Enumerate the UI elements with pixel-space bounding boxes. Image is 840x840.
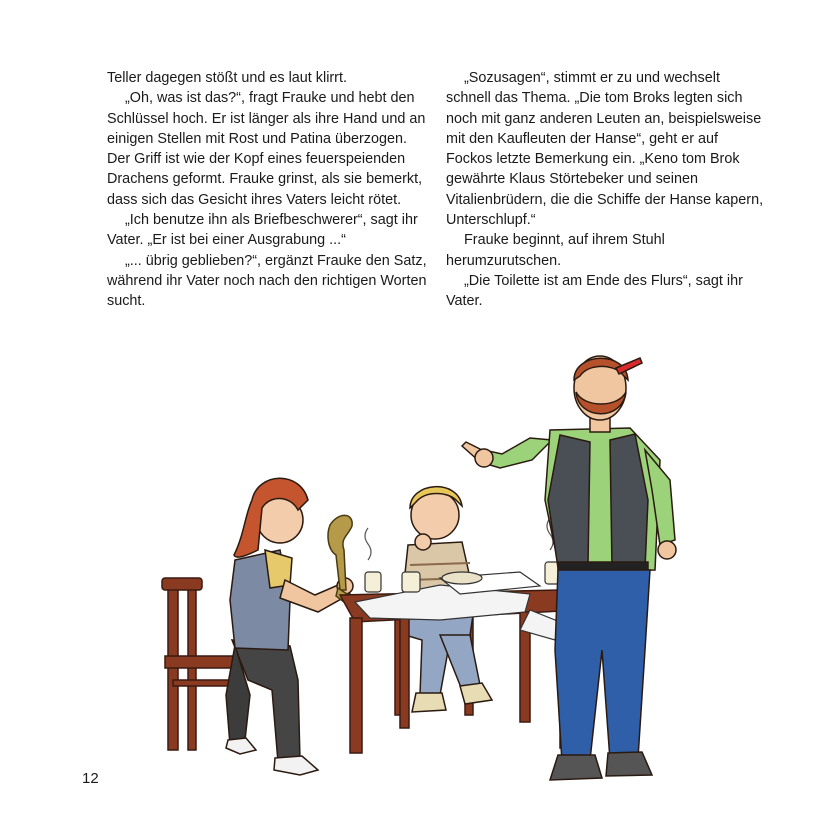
paragraph: Frauke beginnt, auf ihrem Stuhl herumzurutschen. <box>446 232 665 269</box>
paragraph: „Oh, was ist das?“, fragt Frauke und hebt den Schlüssel hoch. Er ist länger als ihre Hand und an einigen Stellen mit Rost und Patina überzogen. Der Griff ist wie der Kopf eines feuerspeienden Drachens geformt. Frauke grinst, als sie bemerkt, dass sich das Gesicht ihres Vaters leicht rötet. <box>107 90 426 208</box>
paragraph: Teller dagegen stößt und es laut klirrt. <box>107 70 347 86</box>
paragraph: „Die Toilette ist am Ende des Flurs“, sagt ihr Vater. <box>446 272 743 310</box>
paragraph: „... übrig geblieben?“, ergänzt Frauke den Satz, während ihr Vater noch nach den richtigen Worten sucht. <box>107 252 427 310</box>
father-figure <box>462 356 676 780</box>
page-number: 12 <box>82 770 99 787</box>
right-text-column <box>446 68 766 312</box>
paragraph: „Ich benutze ihn als Briefbeschwerer“, sagt ihr Vater. „Er ist bei einer Ausgrabung ...“ <box>107 212 418 249</box>
family-table-illustration <box>140 350 700 795</box>
paragraph: „Sozusagen“, stimmt er zu und wechselt schnell das Thema. „Die tom Broks legten sich noch mit ganz anderen Leuten an, beispielsweise mit den Kaufleuten der Hanse“, geht er auf Fockos letzte Bemerkung ein. „Keno tom Brok gewährte Klaus Störtebeker und seinen Vitalienbrüdern, die die Schiffe der Hanse kapern, Unterschlupf.“ <box>446 70 764 229</box>
left-text-column <box>107 68 427 312</box>
